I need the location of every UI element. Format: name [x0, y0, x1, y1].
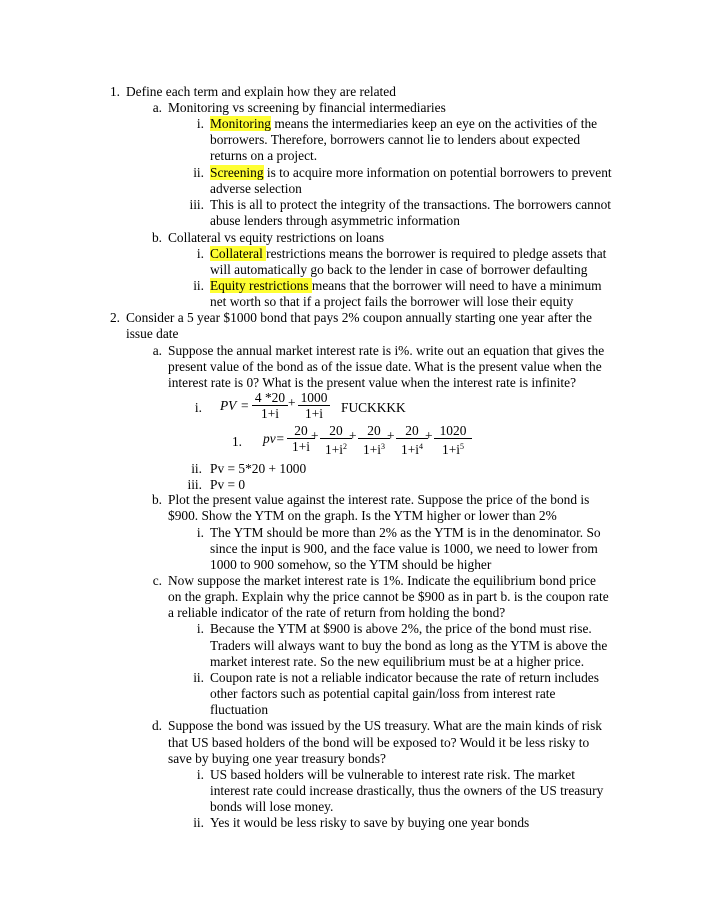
- q2b-line1: Plot the present value against the interest rate. Suppose the price of the bond is: [168, 492, 590, 507]
- q1b-ii-line2: net worth so that if a project fails the borrower will lose their equity: [210, 294, 574, 309]
- pv-fraction-face: $\frac{1000}{1+i}$: [298, 390, 330, 421]
- term-denominator: [396, 438, 428, 457]
- highlight-collateral: Collateral: [210, 246, 267, 261]
- q2a-iii-marker: iii.: [187, 477, 202, 492]
- term-exponent: 2: [342, 442, 347, 451]
- q2a-ii-text: Pv = 5*20 + 1000: [210, 461, 307, 476]
- q2-line2: issue date: [126, 326, 179, 341]
- q2d-marker: d.: [151, 718, 162, 733]
- q1b-ii-marker: ii.: [193, 278, 204, 293]
- q2d-line2: that US based holders of the bond will be exposed to? Would it be less risky to: [168, 735, 590, 750]
- pv-expanded-plus: +: [349, 428, 357, 443]
- q2c-i-line2: Traders will always want to buy the bond as long as the YTM is above the: [210, 638, 608, 653]
- term-denominator-base: 1+i: [325, 442, 343, 457]
- q1b-text: Collateral vs equity restrictions on loans: [168, 230, 385, 245]
- q1-number: 1.: [109, 84, 120, 99]
- q2d-ii-line1: Yes it would be less risky to save by buying one year bonds: [210, 815, 530, 830]
- q2b-i-line1: The YTM should be more than 2% as the YTM is in the denominator. So: [210, 525, 601, 540]
- term-numerator: 20: [405, 423, 419, 438]
- q2a-line2: present value of the bond as of the issue date. What is the present value when the: [168, 359, 602, 374]
- q1a-ii-line1: Screening is to acquire more information on potential borrowers to prevent: [210, 165, 612, 180]
- q2-number: 2.: [109, 310, 120, 325]
- pv-plus: +: [288, 395, 296, 410]
- q2d-ii-marker: ii.: [193, 815, 204, 830]
- q1-text: Define each term and explain how they are related: [126, 84, 396, 99]
- q2d-i-line3: bonds will lose money.: [210, 799, 334, 814]
- term-exponent: 5: [459, 442, 464, 451]
- q1a-i-line3: returns on a project.: [210, 148, 318, 163]
- term-denominator-base: 1+i: [292, 439, 310, 454]
- pv-fraction-coupons: $\frac{4 *20}{1+i}$: [252, 390, 288, 421]
- pv-expanded-term: [320, 423, 352, 457]
- q2c-ii-marker: ii.: [193, 670, 204, 685]
- q2c-marker: c.: [152, 573, 162, 588]
- q2c-line1: Now suppose the market interest rate is 1%. Indicate the equilibrium bond price: [168, 573, 597, 588]
- pv-expanded-term: [396, 423, 428, 457]
- term-numerator: 20: [329, 423, 343, 438]
- q1b-i-line1: Collateral restrictions means the borrower is required to pledge assets that: [210, 246, 607, 261]
- q2c-ii-line3: fluctuation: [210, 702, 269, 717]
- term-denominator-base: 1+i: [442, 442, 460, 457]
- q2c-ii-line2: other factors such as potential capital gain/loss from interest rate: [210, 686, 556, 701]
- q2c-i-line1: Because the YTM at $900 is above 2%, the price of the bond must rise.: [210, 621, 592, 636]
- q1a-i-line2: borrowers. Therefore, borrowers cannot lie to lenders about expected: [210, 132, 581, 147]
- q2a-marker: a.: [152, 343, 162, 358]
- q1a-ii-marker: ii.: [193, 165, 204, 180]
- q2a-ii-marker: ii.: [191, 461, 202, 476]
- pv-expanded-plus: +: [387, 428, 395, 443]
- pv-expanded-plus: +: [311, 428, 319, 443]
- highlight-screening: Screening: [210, 165, 264, 180]
- q1a-iii-line2: abuse lenders through asymmetric information: [210, 213, 460, 228]
- pv-equals: =: [241, 398, 249, 413]
- term-numerator: 20: [367, 423, 381, 438]
- q1a-marker: a.: [152, 100, 162, 115]
- term-exponent: 3: [380, 442, 385, 451]
- pv-expanded-plus: +: [425, 428, 433, 443]
- q2c-ii-line1: Coupon rate is not a reliable indicator because the rate of return includes: [210, 670, 599, 685]
- q2c-i-marker: i.: [196, 621, 204, 636]
- q2c-i-line3: market interest rate. So the new equilibrium must be at a higher price.: [210, 654, 585, 669]
- q2d-i-marker: i.: [196, 767, 204, 782]
- q2a-line3: interest rate is 0? What is the present value when the interest rate is infinite?: [168, 375, 577, 390]
- term-denominator: [320, 438, 352, 457]
- q2d-i-line1: US based holders will be vulnerable to interest rate risk. The market: [210, 767, 575, 782]
- q1a-i-line1: Monitoring means the intermediaries keep an eye on the activities of the: [210, 116, 598, 131]
- q2b-i-line2: since the input is 900, and the face value is 1000, we need to lower from: [210, 541, 598, 556]
- q2d-i-line2: interest rate could increase drastically, thus the owners of the US treasury: [210, 783, 604, 798]
- equation-note: FUCKKKK: [341, 400, 406, 415]
- q1b-ii-line1: Equity restrictions means that the borrower will need to have a minimum: [210, 278, 602, 293]
- highlight-monitoring: Monitoring: [210, 116, 272, 131]
- q1a-ii-line2: adverse selection: [210, 181, 302, 196]
- q2b-line2: $900. Show the YTM on the graph. Is the YTM higher or lower than 2%: [168, 508, 557, 523]
- q2-line1: Consider a 5 year $1000 bond that pays 2% coupon annually starting one year after the: [126, 310, 592, 325]
- q1a-i-marker: i.: [196, 116, 204, 131]
- pv-expanded-lhs: pv=: [263, 431, 285, 446]
- highlight-equity-restrictions: Equity restrictions: [210, 278, 312, 293]
- q2a-line1: Suppose the annual market interest rate is i%. write out an equation that gives the: [168, 343, 605, 358]
- term-exponent: 4: [418, 442, 423, 451]
- q1a-iii-marker: iii.: [189, 197, 204, 212]
- q2a-iii-text: Pv = 0: [210, 477, 246, 492]
- pv-expanded-equation: [263, 423, 483, 459]
- term-numerator: 1020: [439, 423, 467, 438]
- pv-expanded-term: [434, 423, 472, 457]
- pv-lhs: PV: [220, 398, 237, 413]
- term-denominator: [358, 438, 390, 457]
- term-numerator: 20: [294, 423, 308, 438]
- q2d-line1: Suppose the bond was issued by the US treasury. What are the main kinds of risk: [168, 718, 603, 733]
- q2b-marker: b.: [151, 492, 162, 507]
- q1b-i-marker: i.: [196, 246, 204, 261]
- term-denominator: [434, 438, 472, 457]
- q2b-i-line3: 1000 to 900 somehow, so the YTM should be higher: [210, 557, 492, 572]
- q2a-i-marker: i.: [194, 400, 202, 415]
- term-denominator-base: 1+i: [363, 442, 381, 457]
- q2b-i-marker: i.: [196, 525, 204, 540]
- q1b-i-line2: will automatically go back to the lender in case of borrower defaulting: [210, 262, 588, 277]
- q2c-line2: on the graph. Explain why the price cannot be $900 as in part b. is the coupon rate: [168, 589, 609, 604]
- q1a-iii-line1: This is all to protect the integrity of the transactions. The borrowers cannot: [210, 197, 611, 212]
- q1a-text: Monitoring vs screening by financial intermediaries: [168, 100, 446, 115]
- pv-expanded-term: [358, 423, 390, 457]
- q1b-marker: b.: [151, 230, 162, 245]
- q2a-i-1-marker: 1.: [231, 434, 242, 449]
- term-denominator-base: 1+i: [401, 442, 419, 457]
- q2c-line3: a reliable indicator of the rate of return from holding the bond?: [168, 605, 506, 620]
- q2d-line3: save by buying one year treasury bonds?: [168, 751, 386, 766]
